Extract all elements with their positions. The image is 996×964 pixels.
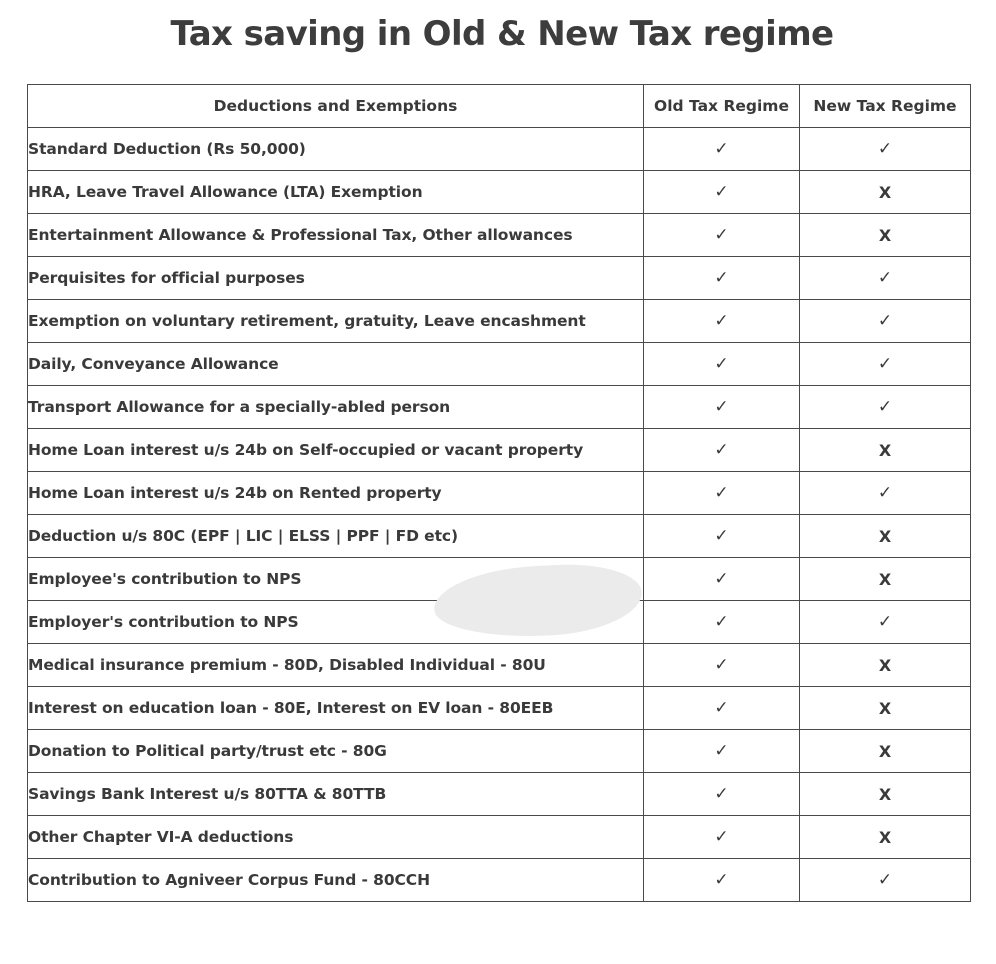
old-regime-mark: ✓ — [644, 816, 800, 859]
deduction-label: Savings Bank Interest u/s 80TTA & 80TTB — [28, 773, 644, 816]
old-regime-mark: ✓ — [644, 558, 800, 601]
deduction-label: Donation to Political party/trust etc - 80G — [28, 730, 644, 773]
old-regime-mark: ✓ — [644, 214, 800, 257]
table-row — [28, 773, 971, 816]
new-regime-mark: X — [800, 558, 971, 601]
old-regime-mark: ✓ — [644, 773, 800, 816]
table-row — [28, 343, 971, 386]
old-regime-mark: ✓ — [644, 386, 800, 429]
old-regime-mark: ✓ — [644, 730, 800, 773]
column-header-old-regime: Old Tax Regime — [644, 85, 800, 128]
deduction-label: Home Loan interest u/s 24b on Self-occupied or vacant property — [28, 429, 644, 472]
old-regime-mark: ✓ — [644, 128, 800, 171]
new-regime-mark: X — [800, 644, 971, 687]
table-row — [28, 730, 971, 773]
deduction-label: Standard Deduction (Rs 50,000) — [28, 128, 644, 171]
table-header-row — [28, 85, 971, 128]
column-header-new-regime: New Tax Regime — [800, 85, 971, 128]
deduction-label: Entertainment Allowance & Professional Tax, Other allowances — [28, 214, 644, 257]
table-row — [28, 816, 971, 859]
new-regime-mark: X — [800, 429, 971, 472]
old-regime-mark: ✓ — [644, 429, 800, 472]
new-regime-mark: ✓ — [800, 601, 971, 644]
new-regime-mark: X — [800, 171, 971, 214]
old-regime-mark: ✓ — [644, 343, 800, 386]
table-row — [28, 300, 971, 343]
new-regime-mark: ✓ — [800, 386, 971, 429]
table-row — [28, 644, 971, 687]
deduction-label: Home Loan interest u/s 24b on Rented property — [28, 472, 644, 515]
old-regime-mark: ✓ — [644, 687, 800, 730]
new-regime-mark: X — [800, 515, 971, 558]
table-row — [28, 859, 971, 902]
deduction-label: Employee's contribution to NPS — [28, 558, 644, 601]
old-regime-mark: ✓ — [644, 859, 800, 902]
table-row — [28, 429, 971, 472]
regime-comparison-table — [27, 84, 971, 902]
new-regime-mark: ✓ — [800, 472, 971, 515]
column-header-deductions: Deductions and Exemptions — [28, 85, 644, 128]
old-regime-mark: ✓ — [644, 472, 800, 515]
deduction-label: Employer's contribution to NPS — [28, 601, 644, 644]
new-regime-mark: ✓ — [800, 343, 971, 386]
new-regime-mark: ✓ — [800, 257, 971, 300]
deduction-label: Interest on education loan - 80E, Interest on EV loan - 80EEB — [28, 687, 644, 730]
deduction-label: HRA, Leave Travel Allowance (LTA) Exemption — [28, 171, 644, 214]
new-regime-mark: X — [800, 214, 971, 257]
deduction-label: Exemption on voluntary retirement, gratuity, Leave encashment — [28, 300, 644, 343]
table-row — [28, 257, 971, 300]
new-regime-mark: ✓ — [800, 300, 971, 343]
table-row — [28, 472, 971, 515]
deduction-label: Transport Allowance for a specially-abled person — [28, 386, 644, 429]
old-regime-mark: ✓ — [644, 515, 800, 558]
table-row — [28, 214, 971, 257]
new-regime-mark: X — [800, 773, 971, 816]
deduction-label: Other Chapter VI-A deductions — [28, 816, 644, 859]
old-regime-mark: ✓ — [644, 300, 800, 343]
page-title: Tax saving in Old & New Tax regime — [170, 14, 834, 54]
table-row — [28, 687, 971, 730]
deduction-label: Daily, Conveyance Allowance — [28, 343, 644, 386]
new-regime-mark: X — [800, 816, 971, 859]
old-regime-mark: ✓ — [644, 171, 800, 214]
old-regime-mark: ✓ — [644, 644, 800, 687]
table-row — [28, 386, 971, 429]
new-regime-mark: X — [800, 730, 971, 773]
table-row — [28, 515, 971, 558]
old-regime-mark: ✓ — [644, 257, 800, 300]
table-body — [28, 128, 971, 902]
deduction-label: Perquisites for official purposes — [28, 257, 644, 300]
new-regime-mark: X — [800, 687, 971, 730]
deduction-label: Deduction u/s 80C (EPF | LIC | ELSS | PPF | FD etc) — [28, 515, 644, 558]
table-row — [28, 171, 971, 214]
new-regime-mark: ✓ — [800, 128, 971, 171]
table-row — [28, 128, 971, 171]
deduction-label: Contribution to Agniveer Corpus Fund - 80CCH — [28, 859, 644, 902]
old-regime-mark: ✓ — [644, 601, 800, 644]
deduction-label: Medical insurance premium - 80D, Disabled Individual - 80U — [28, 644, 644, 687]
new-regime-mark: ✓ — [800, 859, 971, 902]
